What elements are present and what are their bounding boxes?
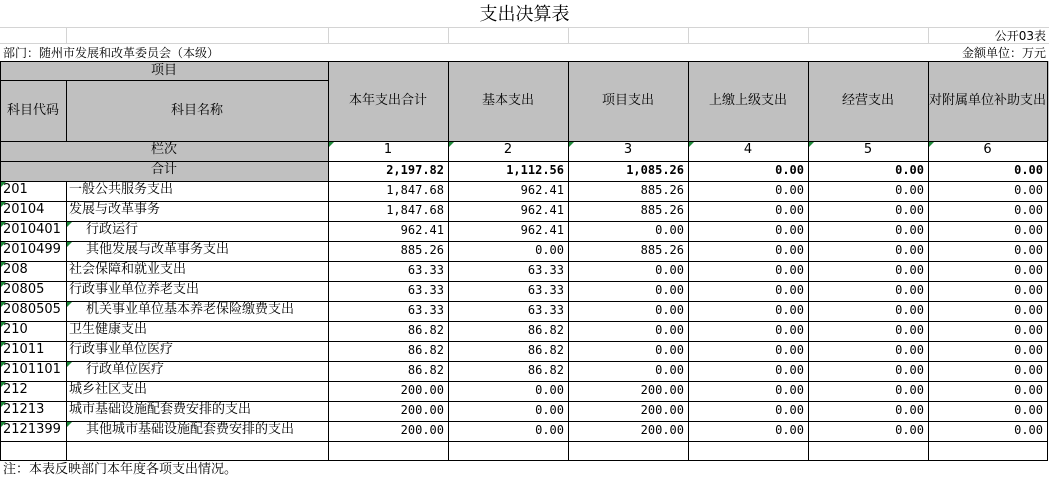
row-value: 0.00	[1014, 283, 1043, 297]
cell-comment-marker	[929, 142, 934, 147]
grid-line	[0, 181, 1048, 182]
grid-line	[448, 27, 449, 44]
cell-comment-marker	[809, 142, 814, 147]
grid-line	[66, 80, 67, 141]
row-name: 一般公共服务支出	[69, 182, 174, 197]
row-name: 城乡社区支出	[69, 382, 148, 397]
row-name: 行政运行	[86, 222, 139, 237]
cell-comment-marker	[1, 282, 6, 287]
column-number: 3	[623, 142, 633, 157]
row-value: 0.00	[535, 383, 564, 397]
grid-line	[688, 61, 689, 460]
row-value: 63.33	[527, 283, 564, 297]
cell-comment-marker	[329, 142, 334, 147]
grid-line	[568, 27, 569, 44]
row-value: 0.00	[1014, 243, 1043, 257]
row-value: 63.33	[527, 303, 564, 317]
row-value: 63.33	[407, 263, 444, 277]
row-value: 86.82	[407, 323, 444, 337]
grid-line	[0, 201, 1048, 202]
row-number-label: 栏次	[150, 142, 177, 157]
row-value: 885.26	[400, 243, 444, 257]
grid-line	[0, 61, 1, 460]
grid-line	[928, 61, 929, 460]
row-code: 2010499	[3, 242, 61, 257]
row-value: 0.00	[1014, 223, 1043, 237]
row-code: 20104	[3, 202, 45, 217]
row-value: 200.00	[640, 403, 684, 417]
column-number: 1	[383, 142, 393, 157]
grid-line	[688, 27, 689, 44]
cell-comment-marker	[1, 202, 6, 207]
row-value: 86.82	[407, 343, 444, 357]
cell-comment-marker	[689, 142, 694, 147]
header-column: 上缴上级支出	[708, 93, 787, 108]
row-code: 210	[3, 322, 28, 337]
grid-line	[0, 241, 1048, 242]
total-value: 1,085.26	[626, 163, 684, 177]
row-name: 机关事业单位基本养老保险缴费支出	[86, 302, 295, 317]
row-name: 行政事业单位医疗	[69, 342, 174, 357]
header-column: 项目支出	[601, 93, 654, 108]
grid-line	[0, 141, 1048, 142]
grid-line	[66, 181, 67, 460]
row-code: 20805	[3, 282, 45, 297]
row-value: 0.00	[895, 223, 924, 237]
grid-line	[0, 441, 1048, 442]
row-value: 0.00	[895, 363, 924, 377]
header-column: 本年支出合计	[348, 93, 427, 108]
header-column: 基本支出	[481, 93, 534, 108]
row-value: 0.00	[1014, 263, 1043, 277]
row-code: 21011	[3, 342, 45, 357]
row-value: 86.82	[527, 323, 564, 337]
grid-line	[808, 27, 809, 44]
row-value: 0.00	[775, 363, 804, 377]
cell-comment-marker	[1, 302, 6, 307]
row-value: 200.00	[640, 423, 684, 437]
row-value: 0.00	[775, 303, 804, 317]
row-value: 0.00	[895, 283, 924, 297]
row-value: 0.00	[1014, 203, 1043, 217]
grid-line	[1047, 61, 1048, 460]
row-name: 其他城市基础设施配套费安排的支出	[86, 422, 295, 437]
row-value: 0.00	[895, 183, 924, 197]
grid-line	[328, 61, 329, 460]
row-value: 86.82	[527, 343, 564, 357]
column-number: 6	[983, 142, 992, 157]
total-value: 0.00	[1014, 163, 1043, 177]
header-item: 项目	[150, 62, 177, 78]
grid-line	[0, 161, 1048, 162]
total-value: 1,112.56	[506, 163, 564, 177]
column-number: 4	[743, 142, 753, 157]
grid-line	[568, 61, 569, 460]
row-value: 200.00	[400, 383, 444, 397]
row-value: 0.00	[895, 423, 924, 437]
cell-comment-marker	[67, 302, 72, 307]
grid-line	[0, 80, 328, 81]
row-value: 0.00	[775, 203, 804, 217]
cell-comment-marker	[1, 382, 6, 387]
row-value: 962.41	[520, 183, 564, 197]
footnote: 注：本表反映部门本年度各项支出情况。	[3, 462, 238, 477]
row-value: 0.00	[775, 183, 804, 197]
row-value: 86.82	[407, 363, 444, 377]
cell-comment-marker	[1, 342, 6, 347]
cell-comment-marker	[67, 222, 72, 227]
row-value: 0.00	[775, 243, 804, 257]
total-value: 0.00	[775, 163, 804, 177]
grid-line	[0, 301, 1048, 302]
row-value: 0.00	[775, 423, 804, 437]
row-value: 0.00	[775, 323, 804, 337]
row-value: 63.33	[407, 303, 444, 317]
row-value: 0.00	[655, 223, 684, 237]
grid-line	[328, 27, 329, 44]
grid-line	[0, 401, 1048, 402]
cell-comment-marker	[67, 242, 72, 247]
row-value: 962.41	[520, 223, 564, 237]
grid-line	[66, 27, 67, 44]
grid-line	[0, 321, 1048, 322]
grid-line	[928, 27, 929, 44]
row-value: 885.26	[640, 203, 684, 217]
grid-line	[0, 421, 1048, 422]
row-value: 0.00	[655, 343, 684, 357]
row-value: 0.00	[775, 383, 804, 397]
row-code: 212	[3, 382, 28, 397]
row-name: 卫生健康支出	[69, 322, 148, 337]
cell-comment-marker	[1, 182, 6, 187]
row-value: 0.00	[895, 403, 924, 417]
cell-comment-marker	[449, 142, 454, 147]
row-value: 962.41	[400, 223, 444, 237]
row-value: 0.00	[895, 383, 924, 397]
row-value: 885.26	[640, 183, 684, 197]
row-value: 63.33	[527, 263, 564, 277]
row-value: 0.00	[775, 223, 804, 237]
row-name: 其他发展与改革事务支出	[86, 242, 230, 257]
row-value: 86.82	[527, 363, 564, 377]
row-name: 行政单位医疗	[86, 362, 165, 377]
row-value: 0.00	[655, 363, 684, 377]
total-value: 2,197.82	[386, 163, 444, 177]
row-value: 0.00	[1014, 323, 1043, 337]
row-value: 0.00	[895, 243, 924, 257]
row-code: 2101101	[3, 362, 61, 377]
column-number: 2	[503, 142, 513, 157]
row-value: 1,847.68	[386, 203, 444, 217]
row-value: 0.00	[895, 343, 924, 357]
cell-comment-marker	[1, 242, 6, 247]
row-value: 0.00	[655, 303, 684, 317]
cell-comment-marker	[1, 402, 6, 407]
grid-line	[0, 61, 1048, 62]
grid-line	[0, 221, 1048, 222]
row-value: 63.33	[407, 283, 444, 297]
row-value: 0.00	[655, 263, 684, 277]
row-name: 发展与改革事务	[69, 202, 161, 217]
cell-comment-marker	[1, 422, 6, 427]
cell-comment-marker	[1, 262, 6, 267]
row-value: 0.00	[895, 263, 924, 277]
row-value: 0.00	[535, 243, 564, 257]
department-label: 部门：随州市发展和改革委员会（本级）	[3, 46, 220, 60]
row-value: 0.00	[655, 283, 684, 297]
row-value: 0.00	[1014, 423, 1043, 437]
grid-line	[0, 381, 1048, 382]
row-name: 城市基础设施配套费安排的支出	[69, 402, 252, 417]
row-value: 0.00	[775, 343, 804, 357]
row-value: 0.00	[1014, 343, 1043, 357]
row-value: 0.00	[1014, 303, 1043, 317]
unit-label: 金额单位：万元	[961, 46, 1046, 60]
row-value: 0.00	[655, 323, 684, 337]
total-label: 合计	[150, 162, 177, 177]
cell-comment-marker	[1, 362, 6, 367]
row-value: 0.00	[895, 203, 924, 217]
row-value: 0.00	[895, 303, 924, 317]
row-code: 21213	[3, 402, 45, 417]
row-value: 200.00	[640, 383, 684, 397]
row-code: 2010401	[3, 222, 61, 237]
row-value: 200.00	[400, 403, 444, 417]
header-code: 科目代码	[6, 102, 59, 118]
row-value: 962.41	[520, 203, 564, 217]
grid-line	[808, 61, 809, 460]
grid-line	[448, 61, 449, 460]
row-value: 0.00	[775, 283, 804, 297]
row-value: 0.00	[1014, 183, 1043, 197]
header-name: 科目名称	[170, 102, 223, 118]
grid-line	[0, 281, 1048, 282]
row-name: 社会保障和就业支出	[69, 262, 187, 277]
row-value: 0.00	[1014, 363, 1043, 377]
row-value: 0.00	[1014, 403, 1043, 417]
row-value: 1,847.68	[386, 183, 444, 197]
row-value: 885.26	[640, 243, 684, 257]
header-column: 经营支出	[841, 93, 894, 108]
column-number: 5	[863, 142, 873, 157]
grid-line	[0, 261, 1048, 262]
cell-comment-marker	[67, 422, 72, 427]
row-value: 0.00	[535, 423, 564, 437]
row-code: 2121399	[3, 422, 61, 437]
row-code: 201	[3, 182, 28, 197]
header-column: 对附属单位补助支出	[928, 93, 1046, 108]
cell-comment-marker	[569, 142, 574, 147]
row-name: 行政事业单位养老支出	[69, 282, 200, 297]
row-value: 0.00	[535, 403, 564, 417]
total-value: 0.00	[895, 163, 924, 177]
cell-comment-marker	[1, 322, 6, 327]
row-value: 0.00	[775, 263, 804, 277]
row-code: 208	[3, 262, 28, 277]
row-value: 0.00	[895, 323, 924, 337]
page-title: 支出决算表	[479, 4, 570, 25]
cell-comment-marker	[67, 362, 72, 367]
grid-line	[0, 361, 1048, 362]
grid-line	[0, 341, 1048, 342]
row-value: 0.00	[1014, 383, 1043, 397]
row-value: 0.00	[775, 403, 804, 417]
row-value: 200.00	[400, 423, 444, 437]
form-number: 公开03表	[994, 29, 1046, 43]
cell-comment-marker	[1, 222, 6, 227]
row-code: 2080505	[3, 302, 61, 317]
